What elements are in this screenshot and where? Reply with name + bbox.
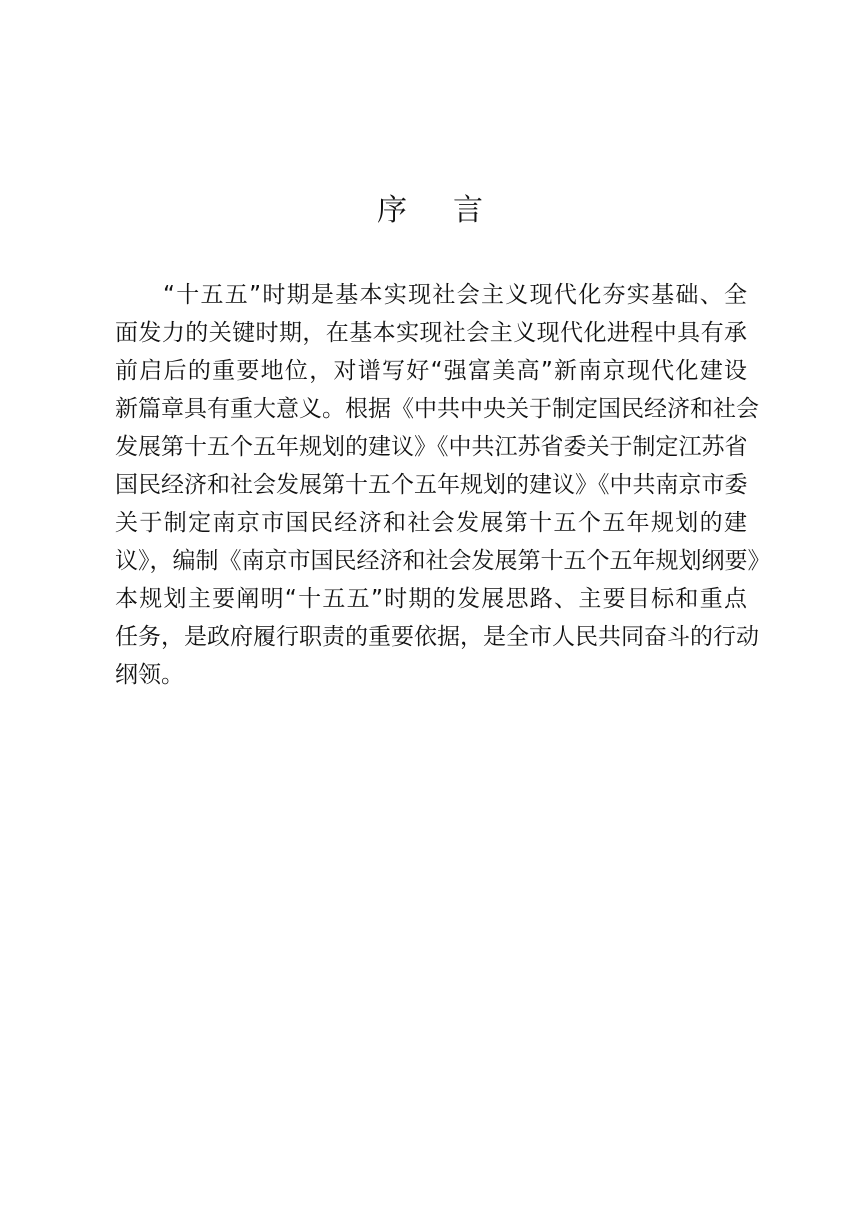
preface-paragraph (115, 276, 771, 694)
paragraph-line: 国民经济和社会发展第十五个五年规划的建议》《中共南京市委 (115, 472, 748, 498)
paragraph-line: 任务，是政府履行职责的重要依据，是全市人民共同奋斗的行动 (115, 624, 759, 650)
paragraph-line: 发展第十五个五年规划的建议》《中共江苏省委关于制定江苏省 (115, 434, 748, 460)
paragraph-line: 本规划主要阐明“十五五”时期的发展思路、主要目标和重点 (115, 586, 747, 612)
paragraph-line: 前启后的重要地位，对谱写好“强富美高”新南京现代化建设 (115, 358, 747, 384)
paragraph-line: 新篇章具有重大意义。根据《中共中央关于制定国民经济和社会 (115, 396, 759, 422)
paragraph-line: 面发力的关键时期，在基本实现社会主义现代化进程中具有承 (115, 320, 747, 346)
title-char: 言 (453, 193, 483, 228)
paragraph-line: 关于制定南京市国民经济和社会发展第十五个五年规划的建 (115, 510, 747, 536)
title-char: 序 (377, 193, 407, 228)
page-title (0, 188, 860, 234)
paragraph-line: 议》，编制《南京市国民经济和社会发展第十五个五年规划纲要》 (115, 548, 771, 574)
paragraph-line: 纲领。 (115, 662, 184, 688)
paragraph-line: “十五五”时期是基本实现社会主义现代化夯实基础、全 (163, 282, 747, 308)
